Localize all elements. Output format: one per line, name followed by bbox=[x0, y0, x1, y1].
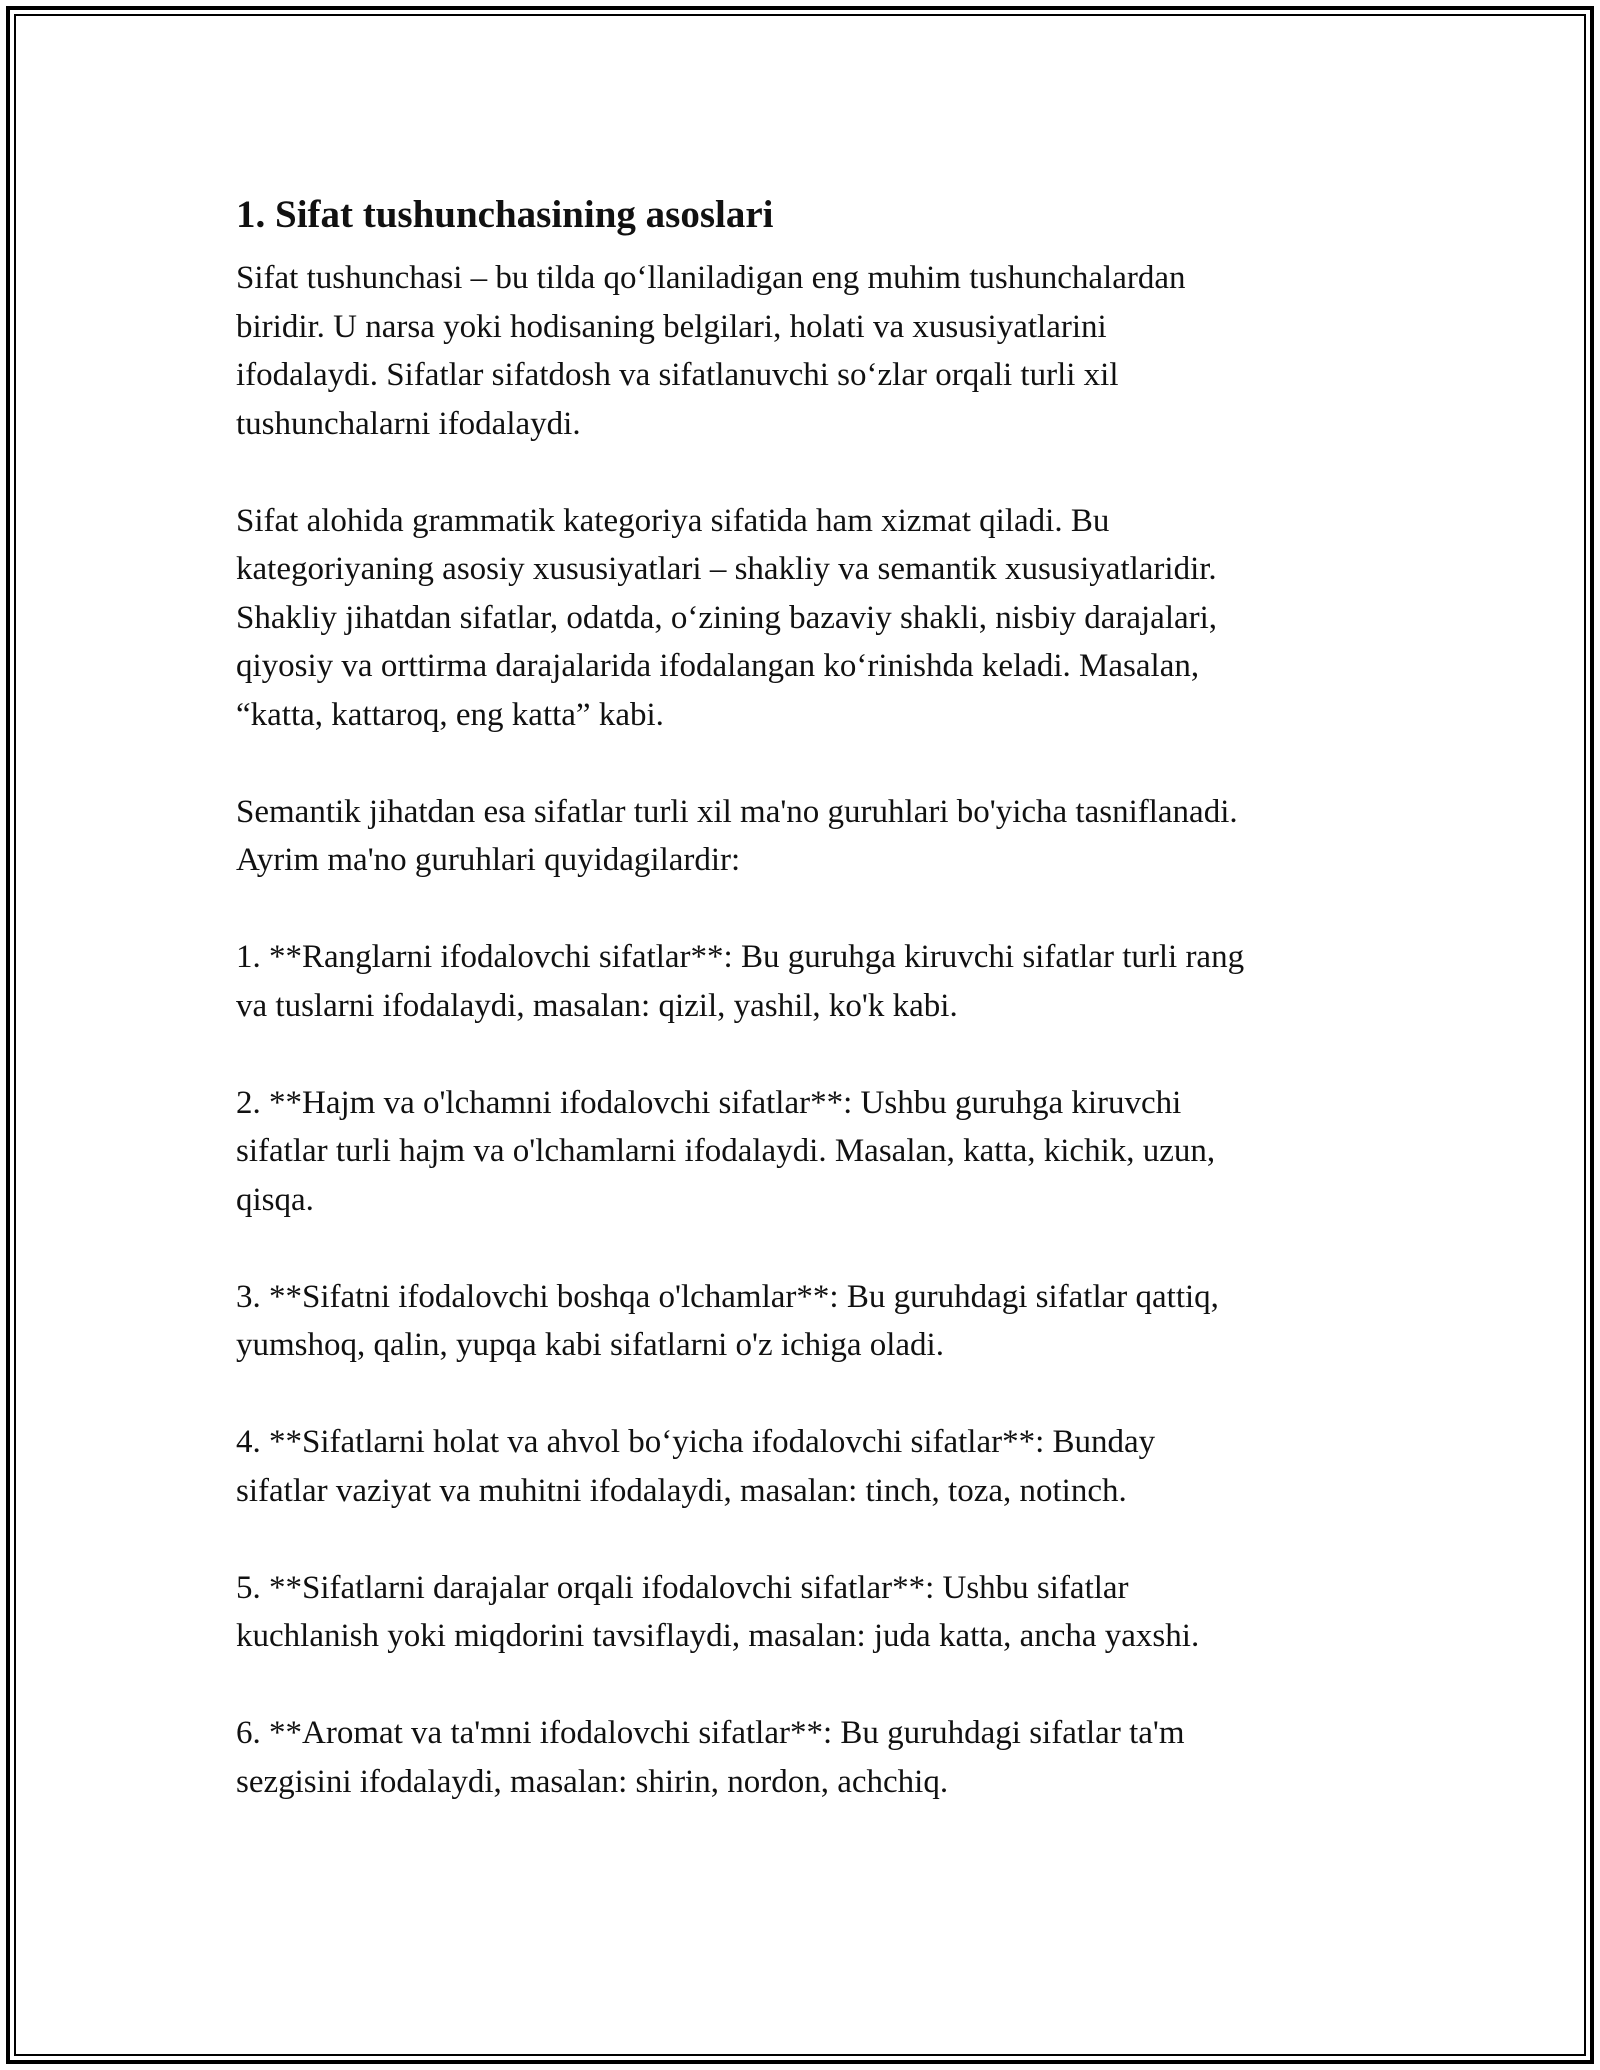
list-item-colors bbox=[236, 933, 1376, 1030]
text-line: kuchlanish yoki miqdorini tavsiflaydi, masalan: juda katta, ancha yaxshi. bbox=[236, 1618, 1200, 1654]
text-line: ifodalaydi. Sifatlar sifatdosh va sifatlanuvchi so‘zlar orqali turli xil bbox=[236, 357, 1119, 393]
list-item-degrees bbox=[236, 1564, 1376, 1661]
text-line: 3. **Sifatni ifodalovchi boshqa o'lchamlar**: Bu guruhdagi sifatlar qattiq, bbox=[236, 1278, 1219, 1315]
text-line: “katta, kattaroq, eng katta” kabi. bbox=[236, 696, 664, 733]
text-line: Semantik jihatdan esa sifatlar turli xil ma'no guruhlari bo'yicha tasniflanadi. bbox=[236, 793, 1238, 830]
text-line: tushunchalarni ifodalaydi. bbox=[236, 405, 581, 442]
text-line: sezgisini ifodalaydi, masalan: shirin, nordon, achchiq. bbox=[236, 1763, 949, 1800]
list-item-size bbox=[236, 1079, 1376, 1225]
text-line: Sifat alohida grammatik kategoriya sifatida ham xizmat qiladi. Bu bbox=[236, 502, 1110, 539]
text-line: sifatlar vaziyat va muhitni ifodalaydi, masalan: tinch, toza, notinch. bbox=[236, 1472, 1127, 1509]
text-line: Shakliy jihatdan sifatlar, odatda, o‘zining bazaviy shakli, nisbiy darajalari, bbox=[236, 599, 1218, 636]
text-line: 4. **Sifatlarni holat va ahvol bo‘yicha ifodalovchi sifatlar**: Bunday bbox=[236, 1424, 1156, 1460]
text-line: sifatlar turli hajm va o'lchamlarni ifodalaydi. Masalan, katta, kichik, uzun, bbox=[236, 1133, 1216, 1169]
paragraph-semantic-groups bbox=[236, 788, 1376, 885]
text-line: yumshoq, qalin, yupqa kabi sifatlarni o'z ichiga oladi. bbox=[236, 1327, 944, 1363]
text-line: va tuslarni ifodalaydi, masalan: qizil, yashil, ko'k kabi. bbox=[236, 987, 958, 1024]
list-item-taste bbox=[236, 1709, 1376, 1806]
paragraph-intro bbox=[236, 254, 1376, 448]
document-body bbox=[236, 186, 1376, 1855]
text-line: 5. **Sifatlarni darajalar orqali ifodalovchi sifatlar**: Ushbu sifatlar bbox=[236, 1569, 1129, 1606]
text-line: 6. **Aromat va ta'mni ifodalovchi sifatlar**: Bu guruhdagi sifatlar ta'm bbox=[236, 1715, 1185, 1751]
text-line: 2. **Hajm va o'lchamni ifodalovchi sifatlar**: Ushbu guruhga kiruvchi bbox=[236, 1084, 1182, 1121]
paragraph-grammar-category bbox=[236, 497, 1376, 740]
list-item-state bbox=[236, 1418, 1376, 1515]
text-line: biridir. U narsa yoki hodisaning belgilari, holati va xususiyatlarini bbox=[236, 308, 1107, 345]
text-line: Sifat tushunchasi – bu tilda qo‘llaniladigan eng muhim tushunchalardan bbox=[236, 260, 1186, 296]
text-line: Ayrim ma'no guruhlari quyidagilardir: bbox=[236, 842, 741, 878]
text-line: qiyosiy va orttirma darajalarida ifodalangan ko‘rinishda keladi. Masalan, bbox=[236, 648, 1200, 684]
text-line: kategoriyaning asosiy xususiyatlari – shakliy va semantik xususiyatlaridir. bbox=[236, 551, 1217, 587]
text-line: qisqa. bbox=[236, 1181, 314, 1218]
section-heading: 1. Sifat tushunchasining asoslari bbox=[236, 193, 774, 236]
list-item-other-measures bbox=[236, 1273, 1376, 1370]
text-line: 1. **Ranglarni ifodalovchi sifatlar**: Bu guruhga kiruvchi sifatlar turli rang bbox=[236, 939, 1245, 975]
